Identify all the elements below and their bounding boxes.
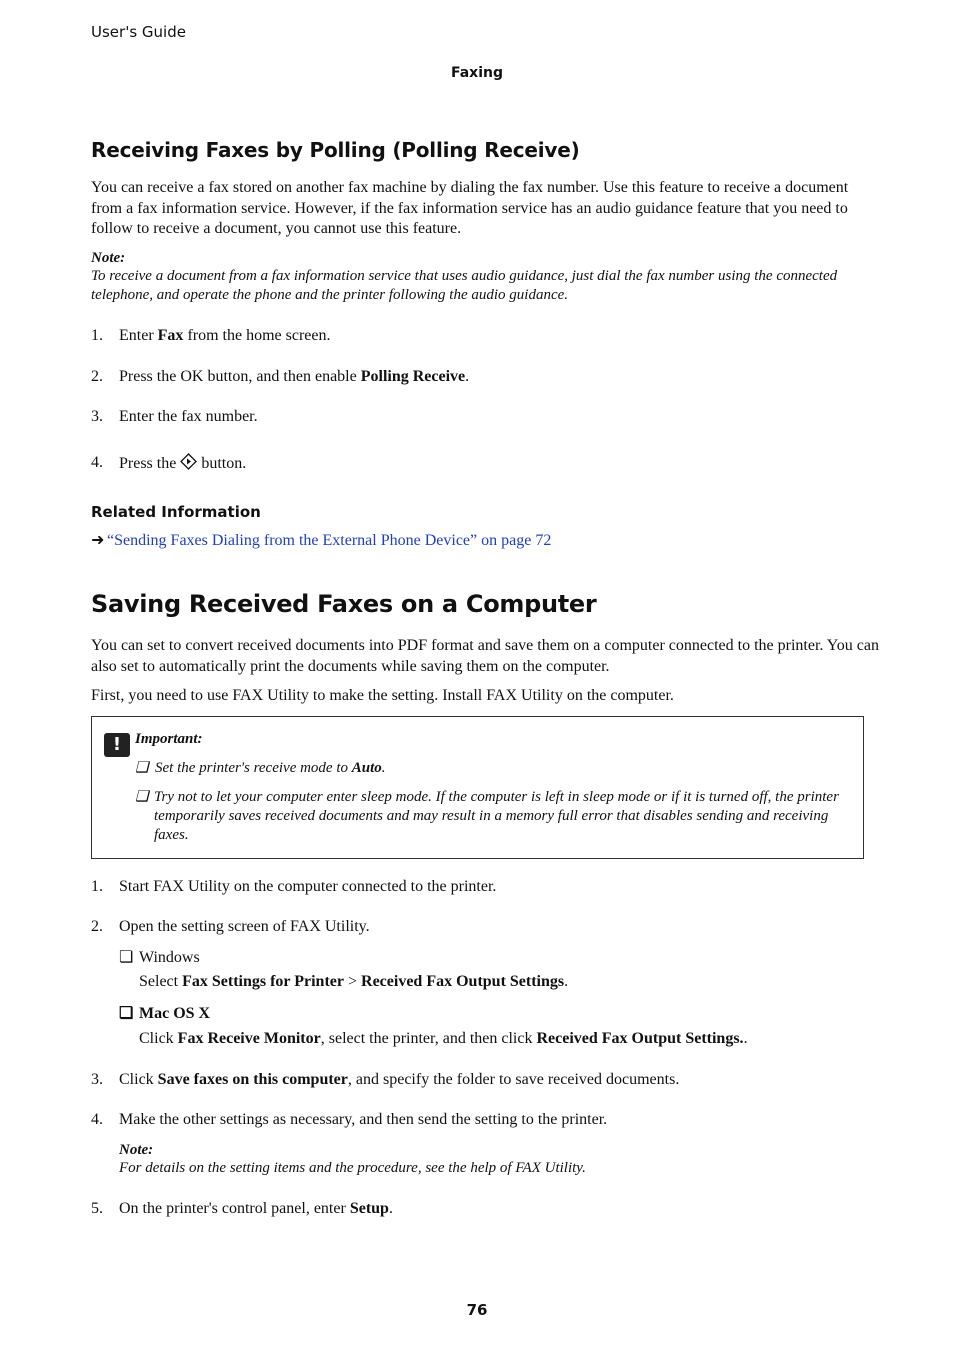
step-number: 4. [91, 1111, 103, 1128]
polling-intro: You can receive a fax stored on another fax machine by dialing the fax number. Use this feature to receive a document from a fax information service. However, if the fax information service has an audio guidance feature that you need to follow to receive a document, you cannot use this feature. [91, 179, 849, 237]
windows-instruction: Select Fax Settings for Printer > Received Fax Output Settings. [139, 973, 569, 990]
important-item-1: ❏ Set the printer's receive mode to Auto. [135, 760, 386, 776]
saving-intro-1: You can set to convert received documents into PDF format and save them on a computer connected to the printer. You can also set to automatically print the documents while saving them on the computer. [91, 637, 879, 675]
step-text: Press the OK button, and then enable Polling Receive. [119, 368, 470, 385]
saving-note [119, 1142, 859, 1178]
step-number: 3. [91, 1071, 103, 1088]
step-number: 5. [91, 1200, 103, 1217]
related-link[interactable]: “Sending Faxes Dialing from the External Phone Device” on page 72 [107, 532, 552, 549]
important-item-2: ❏ Try not to let your computer enter sleep mode. If the computer is left in sleep mode or if it is turned off, the printer temporarily saves received documents and may result in a memory full error that disables sending and receiving faxes. [135, 789, 839, 843]
step-number: 4. [91, 454, 103, 471]
section-title-saving: Saving Received Faxes on a Computer [91, 590, 597, 618]
checkbox-bullet-icon: ❏ [119, 949, 134, 966]
mac-item: ❏ Mac OS X [119, 1005, 211, 1022]
page-number: 76 [466, 1301, 488, 1319]
step-text: On the printer's control panel, enter Setup. [119, 1200, 393, 1217]
step-text: Make the other settings as necessary, and then send the setting to the printer. [119, 1111, 608, 1128]
section-title-polling: Receiving Faxes by Polling (Polling Receive) [91, 138, 580, 162]
step-text: Press the button. [119, 455, 247, 472]
polling-note [91, 250, 881, 305]
step-number: 1. [91, 878, 103, 895]
step-text: Enter Fax from the home screen. [119, 327, 331, 344]
note-body: For details on the setting items and the procedure, see the help of FAX Utility. [119, 1160, 586, 1176]
step-text: Start FAX Utility on the computer connected to the printer. [119, 878, 497, 895]
note-title: Note: [119, 1142, 154, 1158]
step-text: Click Save faxes on this computer, and specify the folder to save received documents. [119, 1071, 680, 1088]
important-box [91, 716, 864, 859]
mac-instruction: Click Fax Receive Monitor, select the printer, and then click Received Fax Output Settings.. [139, 1030, 748, 1047]
checkbox-bullet-icon: ❏ [135, 760, 149, 776]
step-number: 1. [91, 327, 103, 344]
checkbox-bullet-icon: ❏ [119, 1005, 134, 1022]
step-text: Open the setting screen of FAX Utility. [119, 918, 370, 935]
note-title: Note: [91, 250, 126, 266]
running-header-section: Faxing [450, 65, 503, 81]
note-body: To receive a document from a fax information service that uses audio guidance, just dial the fax number using the connected telephone, and operate the phone and the printer following the audio guidance. [91, 268, 838, 303]
related-link-row [91, 530, 551, 550]
running-header-guide: User's Guide [91, 23, 186, 41]
step-number: 3. [91, 408, 103, 425]
related-information-title: Related Information [91, 503, 261, 521]
arrow-right-icon: ➜ [91, 532, 105, 549]
windows-item: ❏ Windows [119, 949, 200, 966]
important-title: Important: [135, 731, 203, 747]
start-button-icon [180, 453, 197, 470]
step-number: 2. [91, 918, 103, 935]
saving-intro-2: First, you need to use FAX Utility to make the setting. Install FAX Utility on the computer. [91, 687, 674, 704]
step-text: Enter the fax number. [119, 408, 258, 425]
step-number: 2. [91, 368, 103, 385]
checkbox-bullet-icon: ❏ [135, 789, 149, 805]
important-icon: ! [104, 733, 130, 757]
